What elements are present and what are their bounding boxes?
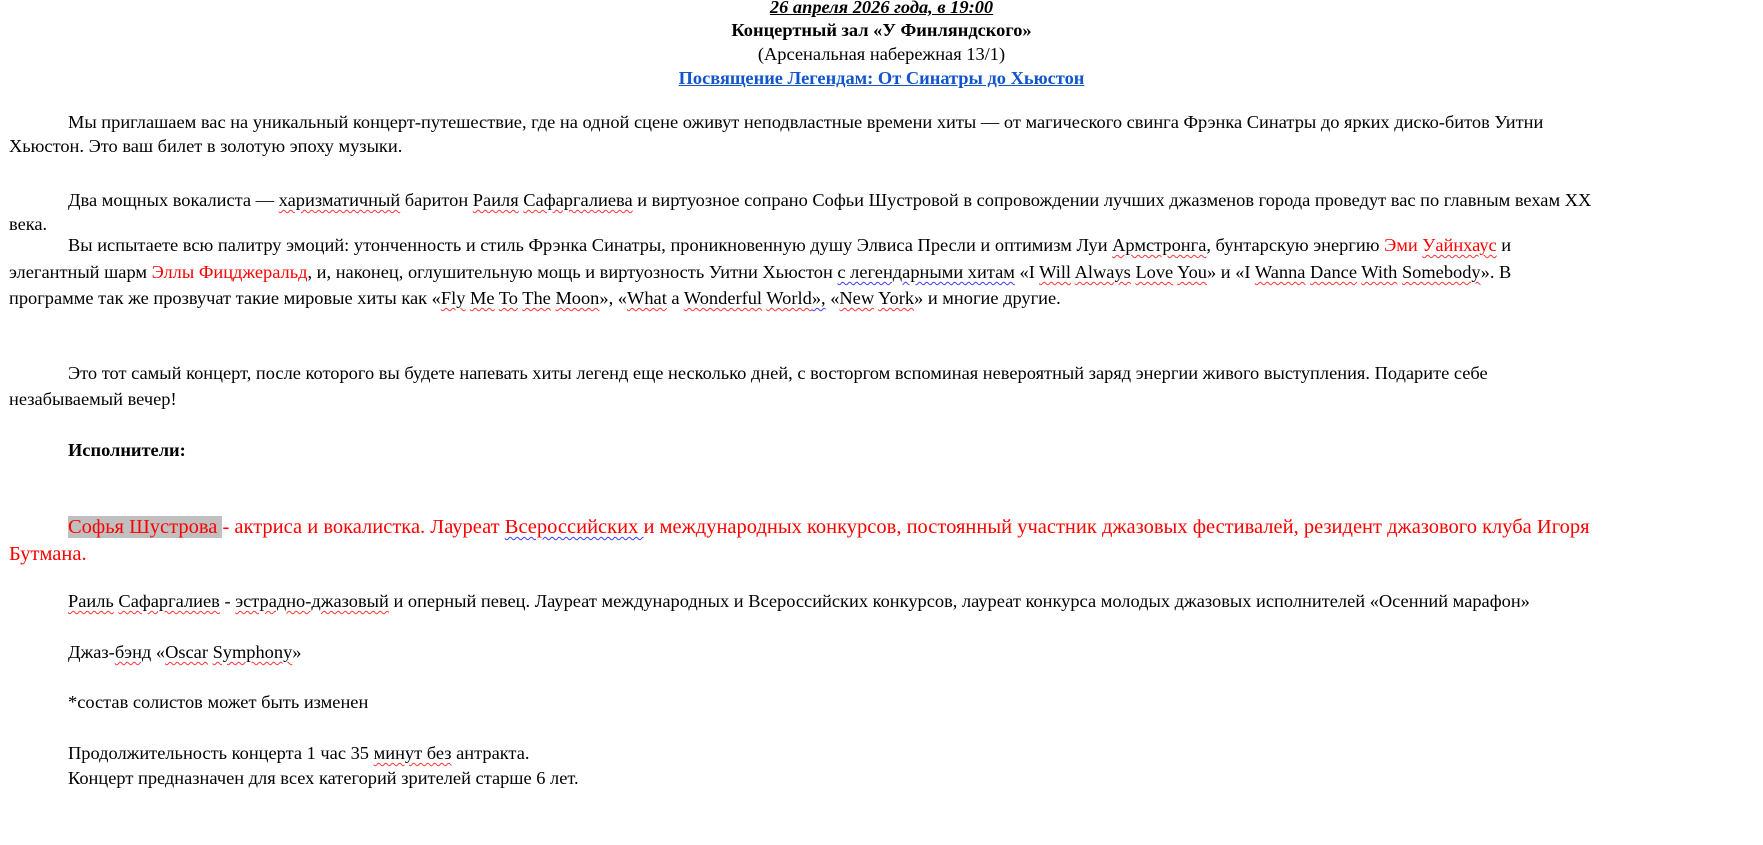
misspelled-word: Раиль bbox=[68, 591, 114, 611]
lineup-note: *состав солистов может быть изменен bbox=[68, 692, 369, 712]
text-run: антракта. bbox=[451, 743, 530, 763]
performer-sofia-line-2: Бутмана. bbox=[9, 543, 87, 565]
misspelled-word: Сафаргалиев bbox=[118, 591, 220, 611]
misspelled-word: Армстронга bbox=[1112, 235, 1207, 255]
event-date-time: 26 апреля 2026 года, в 19:00 bbox=[769, 0, 994, 17]
misspelled-word: New bbox=[839, 288, 875, 308]
red-text-run: Эми bbox=[1384, 235, 1418, 255]
text-run: баритон bbox=[400, 190, 473, 210]
text-run: ». В bbox=[1480, 262, 1512, 282]
concert-title-link-row bbox=[0, 65, 1763, 91]
performer-band bbox=[68, 639, 1763, 665]
misspelled-word: бэнд bbox=[114, 642, 152, 662]
grammar-flagged-phrase: с легендарными хитам bbox=[837, 262, 1015, 282]
age-restriction: Концерт предназначен для всех категорий зрителей старше 6 лет. bbox=[68, 768, 579, 788]
closing-paragraph-line-1: Это тот самый концерт, после которого вы будете напевать хиты легенд еще несколько дней, с восторгом вспоминая невероятный заряд энергии живого выступления. Подарите себе bbox=[68, 363, 1488, 383]
intro-paragraph-line-1: Мы приглашаем вас на уникальный концерт-путешествие, где на одной сцене оживут неподвластные времени хиты — от магического свинга Фрэнка Синатры до ярких диско-битов Уитни bbox=[68, 112, 1544, 132]
red-text-run: - актриса и вокалистка. Лауреат bbox=[222, 516, 505, 538]
text-run: Вы испытаете всю палитру эмоций: утонченность и стиль Фрэнка Синатры, проникновенную душу Элвиса Пресли и оптимизм Луи bbox=[68, 235, 1113, 255]
text-run: « bbox=[151, 642, 166, 662]
misspelled-word: Moon bbox=[555, 288, 600, 308]
highlighted-performer-name: Софья Шустрова bbox=[68, 516, 223, 538]
program-paragraph-line-3 bbox=[9, 285, 1763, 311]
venue-name: Концертный зал «У Финляндского» bbox=[731, 20, 1032, 40]
concert-duration bbox=[68, 740, 1763, 766]
misspelled-word: эстрадно-джазовый bbox=[235, 591, 389, 611]
vocalists-paragraph-line-2: века. bbox=[9, 214, 48, 234]
misspelled-word: Me bbox=[470, 288, 495, 308]
misspelled-word: Will bbox=[1039, 262, 1072, 282]
performer-sofia-line-1 bbox=[68, 514, 1763, 540]
program-paragraph-line-1 bbox=[68, 232, 1763, 258]
misspelled-word: Уайнхаус bbox=[1422, 235, 1497, 255]
text-run: «I bbox=[1014, 262, 1040, 282]
grammar-flagged-phrase: », bbox=[811, 288, 826, 308]
red-text-run: и международных конкурсов, постоянный участник джазовых фестивалей, резидент джазового клуба Игоря bbox=[643, 516, 1590, 538]
text-run: элегантный шарм bbox=[9, 262, 152, 282]
misspelled-word: World bbox=[766, 288, 812, 308]
misspelled-word: Раиля bbox=[472, 190, 519, 210]
text-run: » bbox=[292, 642, 302, 662]
text-run: » и многие другие. bbox=[914, 288, 1061, 308]
text-run: Джаз- bbox=[68, 642, 115, 662]
misspelled-word: You bbox=[1177, 262, 1207, 282]
red-text-run: Фицджеральд bbox=[198, 262, 308, 282]
misspelled-word: Always bbox=[1074, 262, 1131, 282]
text-run: и виртуозное сопрано Софьи Шустровой в сопровождении лучших джазменов города проведут вас по главным вехам XX bbox=[632, 190, 1592, 210]
misspelled-word: Сафаргалиева bbox=[523, 190, 633, 210]
performer-rail bbox=[68, 588, 1763, 614]
text-run: , бунтарскую энергию bbox=[1206, 235, 1385, 255]
text-run: и оперный певец. Лауреат международных и Всероссийских конкурсов, лауреат конкурса молодых джазовых исполнителей «Осенний марафон» bbox=[388, 591, 1530, 611]
text-run: a bbox=[666, 288, 684, 308]
misspelled-word: Fly bbox=[440, 288, 466, 308]
misspelled-word: The bbox=[522, 288, 551, 308]
misspelled-word: To bbox=[498, 288, 518, 308]
misspelled-word: Wonderful bbox=[683, 288, 763, 308]
text-run: программе так же прозвучат такие мировые хиты как « bbox=[9, 288, 441, 308]
misspelled-word: York bbox=[878, 288, 915, 308]
misspelled-word: Somebody bbox=[1401, 262, 1481, 282]
misspelled-word: Wanna bbox=[1254, 262, 1306, 282]
concert-title-link[interactable]: Посвящение Легендам: От Синатры до Хьюстон bbox=[678, 68, 1085, 88]
venue-address: (Арсенальная набережная 13/1) bbox=[757, 44, 1006, 64]
misspelled-word: Oscar bbox=[165, 642, 208, 662]
misspelled-word: харизматичный bbox=[278, 190, 401, 210]
text-run: « bbox=[825, 288, 840, 308]
text-run: » и «I bbox=[1207, 262, 1255, 282]
misspelled-word: With bbox=[1361, 262, 1398, 282]
text-run: - bbox=[219, 591, 236, 611]
misspelled-word: Dance bbox=[1310, 262, 1358, 282]
red-text-run: Эллы bbox=[151, 262, 195, 282]
program-paragraph-line-2 bbox=[9, 259, 1763, 285]
misspelled-word: Love bbox=[1135, 262, 1174, 282]
closing-paragraph-line-2: незабываемый вечер! bbox=[9, 389, 177, 409]
misspelled-word: Symphony bbox=[212, 642, 293, 662]
text-run: », « bbox=[599, 288, 627, 308]
grammar-flagged-phrase: Всероссийских bbox=[504, 516, 644, 538]
text-run: Два мощных вокалиста — bbox=[68, 190, 279, 210]
vocalists-paragraph-line-1 bbox=[68, 187, 1763, 213]
text-run: и bbox=[1496, 235, 1512, 255]
misspelled-word: What bbox=[626, 288, 667, 308]
text-run: , и, наконец, оглушительную мощь и виртуозность Уитни Хьюстон bbox=[307, 262, 838, 282]
performers-heading: Исполнители: bbox=[68, 440, 186, 460]
text-run: Продолжительность концерта 1 час 35 bbox=[68, 743, 374, 763]
misspelled-word: минут без bbox=[373, 743, 452, 763]
intro-paragraph-line-2: Хьюстон. Это ваш билет в золотую эпоху музыки. bbox=[9, 136, 403, 156]
